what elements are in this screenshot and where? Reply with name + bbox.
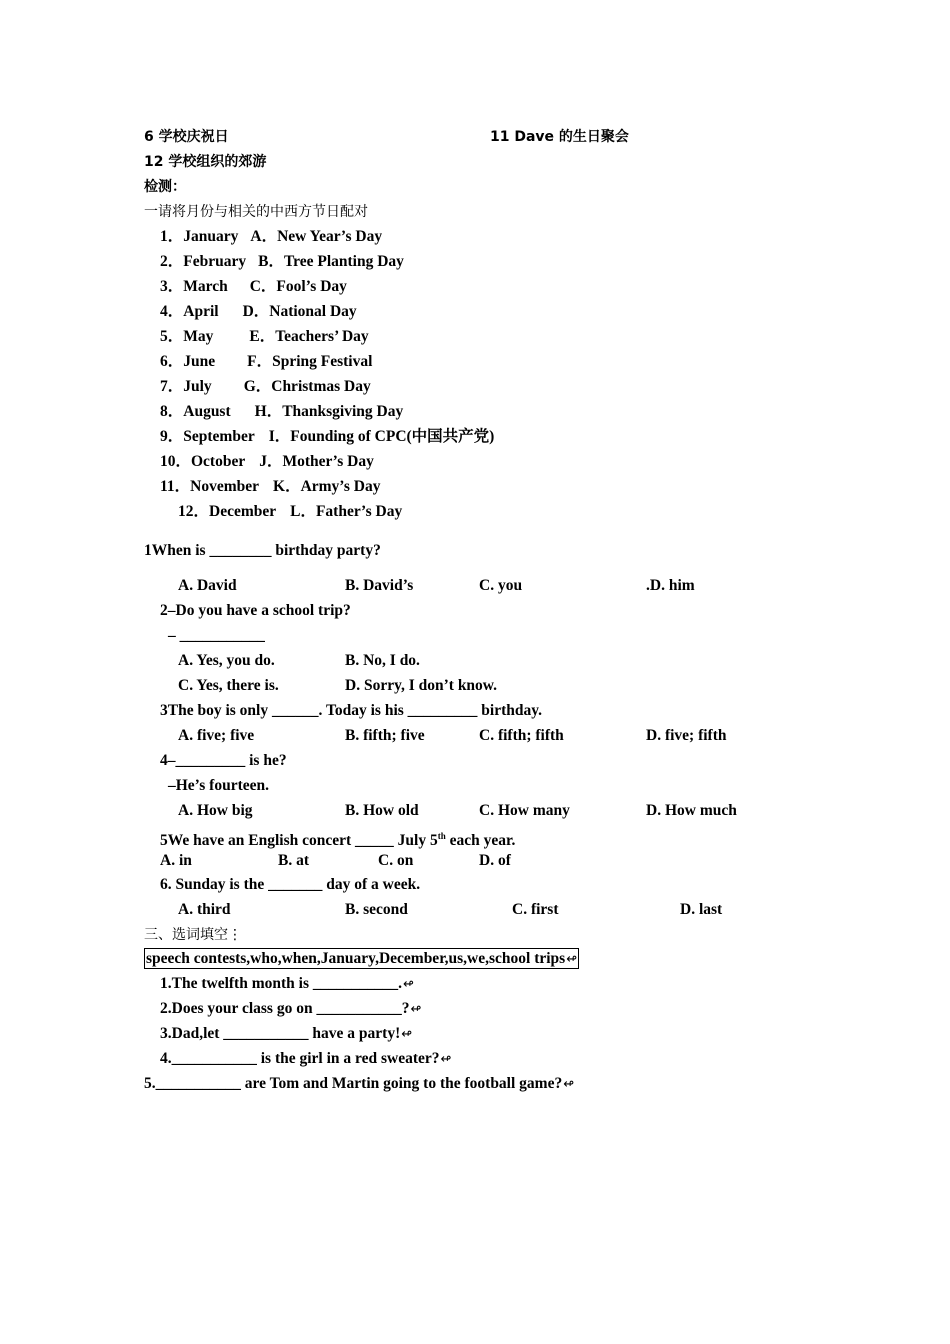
fill-item-2: 2.Does your class go on ___________?↫ xyxy=(160,1000,422,1017)
month-label: 12．December xyxy=(178,503,277,520)
superscript-th: th xyxy=(437,831,446,841)
topic-item-12: 12 学校组织的郊游 xyxy=(144,154,267,170)
holiday-label: J．Mother’s Day xyxy=(259,453,374,470)
arrow-glyph-icon: ↫ xyxy=(440,1051,452,1066)
option-b: B. at xyxy=(278,852,309,869)
month-label: 8．August xyxy=(160,403,231,420)
match-row xyxy=(178,502,402,522)
option-c: C. on xyxy=(378,852,414,869)
holiday-label: C．Fool’s Day xyxy=(249,278,347,295)
match-row xyxy=(160,252,404,272)
option-b: B. No, I do. xyxy=(345,652,420,669)
holiday-label: H．Thanksgiving Day xyxy=(254,403,404,420)
word-bank-box xyxy=(144,948,579,969)
option-a: A. third xyxy=(178,901,231,918)
match-row xyxy=(160,377,371,397)
month-label: 4．April xyxy=(160,303,219,320)
option-a: A. Yes, you do. xyxy=(178,652,275,669)
arrow-glyph-icon: ↫ xyxy=(566,951,578,966)
fill-item-3: 3.Dad,let ___________ have a party!↫ xyxy=(160,1025,413,1042)
topic-item-6: 6 学校庆祝日 xyxy=(144,129,229,145)
holiday-label: E．Teachers’ Day xyxy=(249,328,369,345)
option-d: D. last xyxy=(680,901,723,918)
holiday-label: I．Founding of CPC(中国共产党) xyxy=(268,428,495,445)
match-row xyxy=(160,352,372,372)
month-label: 6．June xyxy=(160,353,216,370)
question-4-reply: –He’s fourteen. xyxy=(168,777,270,794)
month-label: 11．November xyxy=(160,478,260,495)
option-c: C. Yes, there is. xyxy=(178,677,279,694)
option-b: B. David’s xyxy=(345,577,414,594)
question-5-stem: 5We have an English concert _____ July 5th each year. xyxy=(160,831,516,850)
section3-title: 三、选词填空⋮ xyxy=(144,927,242,943)
option-d: D. Sorry, I don’t know. xyxy=(345,677,498,694)
month-label: 9．September xyxy=(160,428,255,445)
option-b: B. second xyxy=(345,901,408,918)
option-c: C. fifth; fifth xyxy=(479,727,564,744)
arrow-glyph-icon: ↫ xyxy=(563,1076,575,1091)
check-label: 检测： xyxy=(144,179,186,195)
option-c: C. How many xyxy=(479,802,570,819)
question-2-blank: – ___________ xyxy=(168,627,265,644)
month-label: 1．January xyxy=(160,228,239,245)
question-6-stem: 6. Sunday is the _______ day of a week. xyxy=(160,876,421,893)
option-c: C. first xyxy=(512,901,559,918)
option-d: D. How much xyxy=(646,802,737,819)
option-d: D. five; fifth xyxy=(646,727,727,744)
month-label: 10．October xyxy=(160,453,246,470)
match-row xyxy=(160,277,347,297)
holiday-label: L．Father’s Day xyxy=(290,503,403,520)
month-label: 2．February xyxy=(160,253,247,270)
option-a: A. in xyxy=(160,852,192,869)
arrow-glyph-icon: ↫ xyxy=(402,976,414,991)
question-1-stem: 1When is ________ birthday party? xyxy=(144,542,381,559)
word-bank: speech contests,who,when,January,December,us,we,school trips xyxy=(146,950,566,967)
arrow-glyph-icon: ↫ xyxy=(410,1001,422,1016)
holiday-label: G．Christmas Day xyxy=(243,378,371,395)
option-a: A. David xyxy=(178,577,237,594)
holiday-label: F．Spring Festival xyxy=(247,353,373,370)
question-3-stem: 3The boy is only ______. Today is his _________ birthday. xyxy=(160,702,543,719)
match-row xyxy=(160,477,381,497)
option-b: B. How old xyxy=(345,802,419,819)
match-row xyxy=(160,302,357,322)
match-row xyxy=(160,327,369,347)
option-d: D. of xyxy=(479,852,511,869)
option-b: B. fifth; five xyxy=(345,727,425,744)
holiday-label: K．Army’s Day xyxy=(273,478,381,495)
section1-title: 一请将月份与相关的中西方节日配对 xyxy=(144,204,368,220)
match-row xyxy=(160,427,494,447)
holiday-label: A．New Year’s Day xyxy=(250,228,383,245)
holiday-label: B．Tree Planting Day xyxy=(258,253,404,270)
question-4-stem: 4–_________ is he? xyxy=(160,752,287,769)
fill-item-1: 1.The twelfth month is ___________.↫ xyxy=(160,975,414,992)
match-row xyxy=(160,402,403,422)
arrow-glyph-icon: ↫ xyxy=(401,1026,413,1041)
topic-item-11: 11 Dave 的生日聚会 xyxy=(490,129,629,145)
question-2-stem: 2–Do you have a school trip? xyxy=(160,602,351,619)
match-row xyxy=(160,227,382,247)
month-label: 7．July xyxy=(160,378,212,395)
fill-item-4: 4.___________ is the girl in a red sweater?↫ xyxy=(160,1050,452,1067)
holiday-label: D．National Day xyxy=(242,303,357,320)
option-a: A. How big xyxy=(178,802,253,819)
option-c: C. you xyxy=(479,577,523,594)
match-row xyxy=(160,452,374,472)
option-d: .D. him xyxy=(646,577,695,594)
month-label: 3．March xyxy=(160,278,228,295)
option-a: A. five; five xyxy=(178,727,255,744)
fill-item-5: 5.___________ are Tom and Martin going to the football game?↫ xyxy=(144,1075,575,1092)
month-label: 5．May xyxy=(160,328,214,345)
